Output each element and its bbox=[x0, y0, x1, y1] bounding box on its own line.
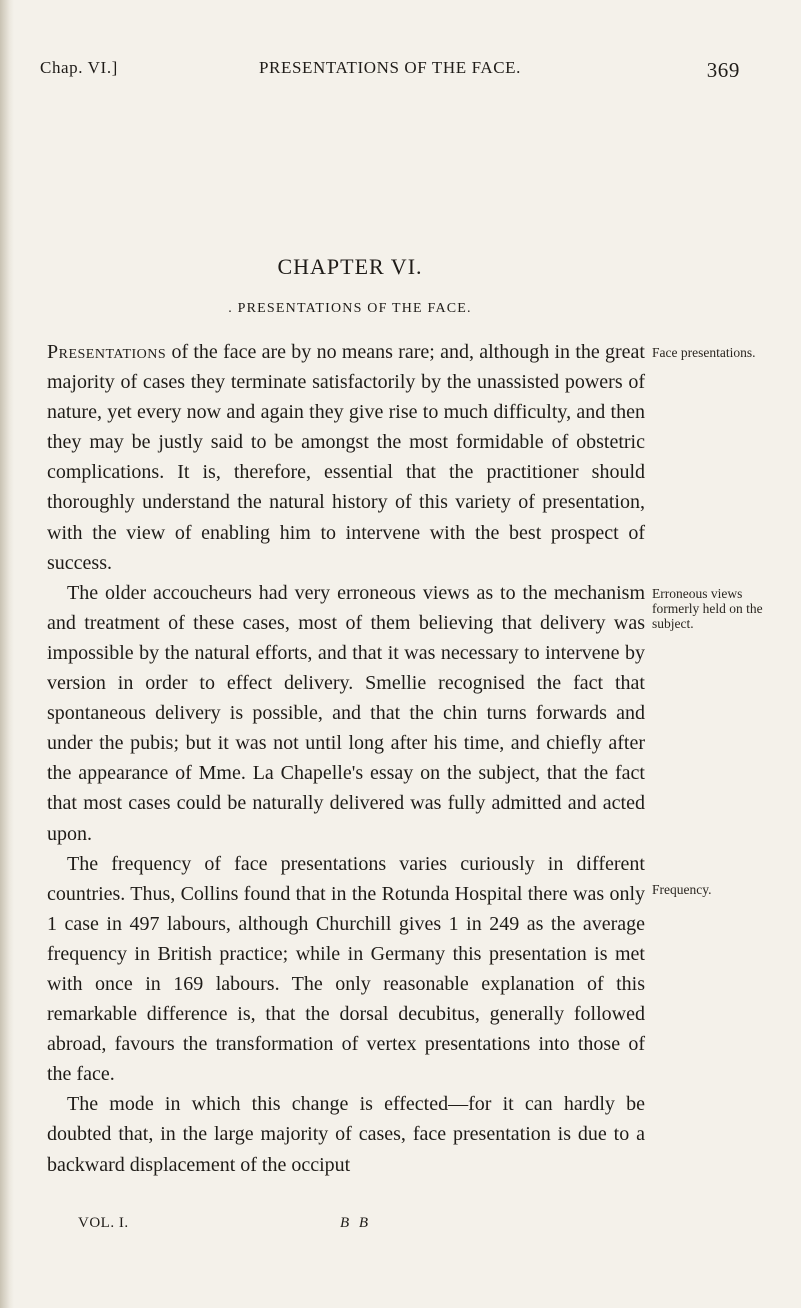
running-head bbox=[40, 58, 740, 84]
margin-note-frequency: Frequency. bbox=[652, 882, 712, 897]
paragraph-2 bbox=[47, 578, 645, 849]
section-title: . PRESENTATIONS OF THE FACE. bbox=[228, 301, 472, 316]
body-text bbox=[47, 337, 645, 1180]
paragraph-text: of the face are by no means rare; and, although in the great majority of cases they terminate satisfactorily by the unassisted powers of nature, yet every now and again they give rise to much difficulty, and then they may be justly said to be amongst the most formidable of obstetric complications. It is, therefore, essential that the practitioner should thoroughly understand the natural history of this variety of presentation, with the view of enabling him to intervene with the best prospect of success. bbox=[47, 341, 645, 574]
margin-note-face-presentations: Face presentations. bbox=[652, 345, 756, 360]
running-head-chapter: Chap. VI.] bbox=[40, 58, 118, 77]
signature-mark: B B bbox=[340, 1215, 372, 1231]
chapter-title: CHAPTER VI. bbox=[277, 254, 423, 279]
paragraph-4 bbox=[47, 1089, 645, 1179]
running-head-title: PRESENTATIONS OF THE FACE. bbox=[258, 58, 522, 77]
paragraph-text: The mode in which this change is effected—for it can hardly be doubted that, in the large majority of cases, face presentation is due to a backward displacement of the occiput bbox=[47, 1093, 645, 1176]
page-number: 369 bbox=[706, 58, 740, 82]
paragraph-lead-word: Presentations bbox=[47, 341, 167, 363]
margin-note-erroneous-views: Erroneous views formerly held on the subject. bbox=[652, 586, 763, 631]
paragraph-3 bbox=[47, 849, 645, 1090]
page-binding-edge bbox=[0, 0, 14, 1308]
volume-mark: VOL. I. bbox=[78, 1215, 129, 1231]
page-footer bbox=[78, 1215, 678, 1237]
paragraph-1 bbox=[47, 337, 645, 578]
paragraph-text: The older accoucheurs had very erroneous views as to the mechanism and treatment of these cases, most of them believing that delivery was impossible by the natural efforts, and that it was necessary to intervene by version in order to effect delivery. Smellie recognised the fact that spontaneous delivery is possible, and that the chin turns forwards and under the pubis; but it was not until long after his time, and chiefly after the appearance of Mme. La Chapelle's essay on the subject, that the fact that most cases could be naturally delivered was fully admitted and acted upon. bbox=[47, 581, 645, 845]
paragraph-text: The frequency of face presentations varies curiously in different countries. Thus, Collins found that in the Rotunda Hospital there was only 1 case in 497 labours, although Churchill gives 1 in 249 as the average frequency in British practice; while in Germany this presentation is met with once in 169 labours. The only reasonable explanation of this remarkable difference is, that the dorsal decubitus, generally followed abroad, favours the transformation of vertex presentations into those of the face. bbox=[47, 852, 645, 1086]
